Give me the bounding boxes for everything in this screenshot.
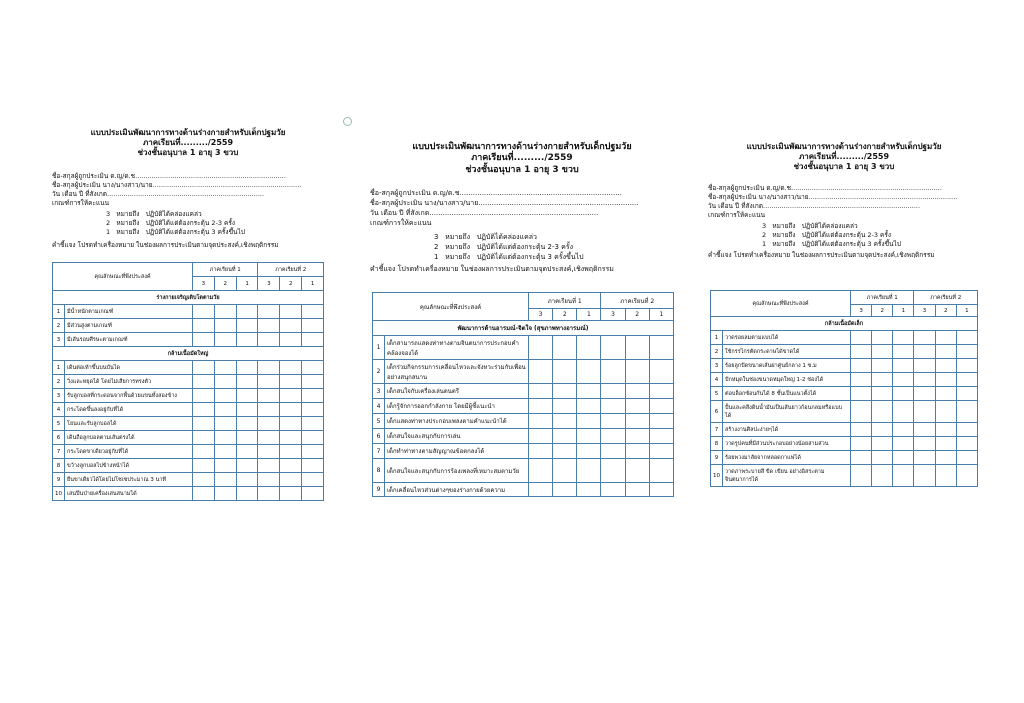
title-line-2: ภาคเรียนที่........./2559 [471, 153, 573, 164]
score-cell[interactable] [258, 431, 280, 445]
score-cell[interactable] [553, 336, 577, 360]
score-cell[interactable] [872, 423, 893, 437]
score-cell[interactable] [914, 437, 935, 451]
score-cell[interactable] [851, 401, 872, 423]
table-row: 2 เด็กร่วมกิจกรรมการเคลื่อนไหวและจังหวะร่วมกับเพื่อนอย่างสนุกสนาน [373, 360, 674, 384]
score-cell[interactable] [935, 345, 956, 359]
score-cell[interactable] [236, 319, 258, 333]
score-cell[interactable] [649, 459, 673, 483]
table-row: 7 เด็กทำท่าทางตามสัญญาณข้อตกลงได้ [373, 444, 674, 459]
criteria-row: 1 หมายถึง ปฏิบัติได้แต่ต้องกระตุ้น 3 ครั้งขึ้นไป [106, 228, 245, 236]
score-cell[interactable] [956, 345, 977, 359]
score-cell[interactable] [872, 345, 893, 359]
score-cell[interactable] [236, 403, 258, 417]
score-header: 2 [625, 309, 649, 321]
score-cell[interactable] [258, 305, 280, 319]
score-cell[interactable] [258, 333, 280, 347]
score-cell[interactable] [601, 414, 625, 429]
score-cell[interactable] [935, 359, 956, 373]
table-row: 1 วาดรอยลมตามแบบได้ [711, 331, 978, 345]
score-cell[interactable] [649, 483, 673, 497]
score-cell[interactable] [193, 431, 215, 445]
score-cell[interactable] [893, 373, 914, 387]
score-cell[interactable] [935, 437, 956, 451]
criteria-row: 3 หมายถึง ปฏิบัติได้คล่องแคล่ว [106, 210, 202, 218]
score-header: 1 [649, 309, 673, 321]
score-cell[interactable] [625, 444, 649, 459]
score-cell[interactable] [258, 487, 280, 501]
score-cell[interactable] [649, 429, 673, 444]
score-cell[interactable] [302, 319, 324, 333]
score-cell[interactable] [893, 423, 914, 437]
score-cell[interactable] [280, 403, 302, 417]
score-cell[interactable] [577, 336, 601, 360]
score-cell[interactable] [302, 473, 324, 487]
table-row: 6 เดินถือลูกบอลตามเส้นตรงได้ [53, 431, 324, 445]
score-cell[interactable] [851, 387, 872, 401]
date-field: วัน เดือน ปี ที่สังเกต............................................................................ [708, 202, 921, 210]
term1-header: ภาคเรียนที่ 1 [193, 263, 258, 277]
score-cell[interactable] [302, 445, 324, 459]
score-cell[interactable] [625, 459, 649, 483]
score-cell[interactable] [625, 483, 649, 497]
score-cell[interactable] [956, 465, 977, 487]
score-cell[interactable] [280, 431, 302, 445]
score-cell[interactable] [851, 345, 872, 359]
score-header: 1 [893, 305, 914, 317]
score-cell[interactable] [236, 431, 258, 445]
score-header: 3 [529, 309, 553, 321]
date-field: วัน เดือน ปี ที่สังเกต............................................................................ [52, 190, 265, 198]
evaluator-name-field: ชื่อ-สกุลผู้ประเมิน นาง/นางสาว/นาย........................................................................ [370, 199, 639, 207]
score-cell[interactable] [956, 401, 977, 423]
score-cell[interactable] [935, 373, 956, 387]
table-row: 3 เด็กสนใจกับเครื่องเล่นดนตรี [373, 384, 674, 399]
student-name-field: ชื่อ-สกุลผู้ถูกประเมิน ด.ญ/ด.ช......................................................................... [708, 184, 942, 192]
score-cell[interactable] [236, 417, 258, 431]
score-cell[interactable] [601, 483, 625, 497]
score-cell[interactable] [601, 459, 625, 483]
student-name-field: ชื่อ-สกุลผู้ถูกประเมิน ด.ญ/ด.ช......................................................................... [52, 172, 286, 180]
score-cell[interactable] [851, 373, 872, 387]
table-row: 8 ขว้างลูกบอลไปข้างหน้าได้ [53, 459, 324, 473]
score-cell[interactable] [258, 375, 280, 389]
score-cell[interactable] [529, 414, 553, 429]
score-cell[interactable] [956, 331, 977, 345]
score-cell[interactable] [935, 401, 956, 423]
table-row: 4 ปักหมุดในช่องขนาดหมุดใหญ่ 1-2 ช่องได้ [711, 373, 978, 387]
score-cell[interactable] [893, 451, 914, 465]
score-cell[interactable] [280, 459, 302, 473]
score-header: 3 [601, 309, 625, 321]
score-cell[interactable] [529, 360, 553, 384]
table-row: 5 โยนและรับลูกบอลได้ [53, 417, 324, 431]
score-cell[interactable] [872, 437, 893, 451]
score-header: 3 [914, 305, 935, 317]
score-cell[interactable] [258, 403, 280, 417]
score-cell[interactable] [914, 387, 935, 401]
score-header: 1 [236, 277, 258, 291]
score-cell[interactable] [236, 375, 258, 389]
score-cell[interactable] [893, 387, 914, 401]
score-cell[interactable] [601, 336, 625, 360]
score-cell[interactable] [193, 487, 215, 501]
score-cell[interactable] [193, 319, 215, 333]
score-cell[interactable] [851, 465, 872, 487]
score-cell[interactable] [649, 384, 673, 399]
col-header: คุณลักษณะที่พึงประสงค์ [53, 263, 193, 291]
score-cell[interactable] [193, 361, 215, 375]
col-header: คุณลักษณะที่พึงประสงค์ [711, 291, 851, 317]
score-cell[interactable] [214, 333, 236, 347]
score-header: 2 [214, 277, 236, 291]
score-cell[interactable] [935, 331, 956, 345]
score-cell[interactable] [956, 387, 977, 401]
score-cell[interactable] [214, 473, 236, 487]
score-cell[interactable] [577, 414, 601, 429]
score-cell[interactable] [280, 487, 302, 501]
title-line-1: แบบประเมินพัฒนาการทางด้านร่างกายสำหรับเด็กปฐมวัย [90, 128, 286, 137]
score-cell[interactable] [193, 389, 215, 403]
score-cell[interactable] [214, 361, 236, 375]
score-cell[interactable] [935, 451, 956, 465]
score-cell[interactable] [956, 373, 977, 387]
score-cell[interactable] [577, 444, 601, 459]
criteria-row: 2 หมายถึง ปฏิบัติได้แต่ต้องกระตุ้น 2-3 ครั้ง [106, 219, 236, 227]
score-cell[interactable] [529, 384, 553, 399]
score-cell[interactable] [193, 445, 215, 459]
term2-header: ภาคเรียนที่ 2 [914, 291, 978, 305]
score-cell[interactable] [258, 473, 280, 487]
col-header: คุณลักษณะที่พึงประสงค์ [373, 293, 529, 321]
score-header: 2 [935, 305, 956, 317]
criteria-row: 3 หมายถึง ปฏิบัติได้คล่องแคล่ว [762, 222, 858, 230]
score-cell[interactable] [872, 331, 893, 345]
date-field: วัน เดือน ปี ที่สังเกต............................................................................ [370, 209, 599, 217]
instruction-text: คำชี้แจง โปรดทำเครื่องหมาย ในช่องผลการประเมินตามจุดประสงค์,เชิงพฤติกรรม [708, 251, 935, 259]
score-header: 1 [302, 277, 324, 291]
table-row: 9 ยืนขาเดียวได้โดยไม่โซเซประมาณ 3 นาที [53, 473, 324, 487]
table-row: 8 เด็กสนใจและสนุกกับการร้องเพลงที่เหมาะสมตามวัย [373, 459, 674, 483]
section-header: พัฒนาการด้านอารมณ์-จิตใจ (สุขภาพทางอารมณ์) [373, 321, 674, 336]
score-cell[interactable] [214, 431, 236, 445]
score-cell[interactable] [214, 375, 236, 389]
score-cell[interactable] [529, 336, 553, 360]
score-cell[interactable] [280, 333, 302, 347]
table-row: 7 กระโดดขาเดียวอยู่กับที่ได้ [53, 445, 324, 459]
score-cell[interactable] [193, 459, 215, 473]
score-cell[interactable] [649, 336, 673, 360]
evaluation-table [52, 262, 324, 501]
score-cell[interactable] [935, 387, 956, 401]
score-cell[interactable] [236, 333, 258, 347]
evaluator-name-field: ชื่อ-สกุลผู้ประเมิน นาง/นางสาว/นาย........................................................................ [708, 193, 958, 201]
score-cell[interactable] [193, 305, 215, 319]
criteria-row: 1 หมายถึง ปฏิบัติได้แต่ต้องกระตุ้น 3 ครั้งขึ้นไป [434, 253, 584, 261]
table-row: 3 ร้อยลูกปัดขนาดเส้นผ่าศูนย์กลาง 1 ซ.ม [711, 359, 978, 373]
score-cell[interactable] [214, 459, 236, 473]
score-cell[interactable] [577, 360, 601, 384]
score-cell[interactable] [302, 459, 324, 473]
score-cell[interactable] [872, 359, 893, 373]
score-cell[interactable] [280, 375, 302, 389]
score-cell[interactable] [553, 384, 577, 399]
score-cell[interactable] [236, 459, 258, 473]
score-cell[interactable] [258, 459, 280, 473]
score-cell[interactable] [553, 444, 577, 459]
score-cell[interactable] [935, 423, 956, 437]
score-cell[interactable] [625, 414, 649, 429]
score-cell[interactable] [214, 319, 236, 333]
score-cell[interactable] [956, 359, 977, 373]
score-cell[interactable] [893, 345, 914, 359]
score-cell[interactable] [280, 305, 302, 319]
score-cell[interactable] [851, 451, 872, 465]
score-cell[interactable] [214, 305, 236, 319]
section-header: กล้ามเนื้อมัดใหญ่ [53, 347, 324, 361]
table-row: 10 วาดภาพระบายสี ขีด เขียน อย่างอิสระตามจินตนาการได้ [711, 465, 978, 487]
score-cell[interactable] [914, 451, 935, 465]
score-cell[interactable] [956, 451, 977, 465]
score-cell[interactable] [914, 465, 935, 487]
score-cell[interactable] [214, 403, 236, 417]
table-row: 1 เด็กสามารถแสดงท่าทางตามจินตนาการประกอบคำคล้องจองได้ [373, 336, 674, 360]
score-cell[interactable] [893, 437, 914, 451]
score-cell[interactable] [914, 331, 935, 345]
term2-header: ภาคเรียนที่ 2 [601, 293, 674, 309]
score-cell[interactable] [872, 451, 893, 465]
score-cell[interactable] [302, 431, 324, 445]
score-cell[interactable] [214, 417, 236, 431]
evaluation-sheet-3 [704, 138, 984, 498]
criteria-header: เกณฑ์การให้คะแนน [708, 211, 766, 219]
term2-header: ภาคเรียนที่ 2 [258, 263, 324, 277]
score-cell[interactable] [914, 423, 935, 437]
score-cell[interactable] [601, 360, 625, 384]
doc-title [366, 142, 678, 176]
score-cell[interactable] [601, 429, 625, 444]
score-cell[interactable] [302, 375, 324, 389]
term1-header: ภาคเรียนที่ 1 [851, 291, 914, 305]
score-cell[interactable] [193, 333, 215, 347]
score-cell[interactable] [893, 401, 914, 423]
score-cell[interactable] [553, 459, 577, 483]
evaluator-name-field: ชื่อ-สกุลผู้ประเมิน นาง/นางสาว/นาย........................................................................ [52, 181, 302, 189]
score-header: 3 [851, 305, 872, 317]
score-header: 1 [577, 309, 601, 321]
table-row: 2 ใช้กรรไกรตัดกระดาษได้ขาดได้ [711, 345, 978, 359]
criteria-row: 2 หมายถึง ปฏิบัติได้แต่ต้องกระตุ้น 2-3 ครั้ง [434, 243, 574, 251]
doc-title [48, 128, 328, 158]
score-cell[interactable] [193, 403, 215, 417]
score-header: 2 [872, 305, 893, 317]
table-row: 2 วิ่งและหยุดได้ โดยไม่เสียการทรงตัว [53, 375, 324, 389]
title-line-1: แบบประเมินพัฒนาการทางด้านร่างกายสำหรับเด็กปฐมวัย [746, 142, 942, 151]
criteria-row: 2 หมายถึง ปฏิบัติได้แต่ต้องกระตุ้น 2-3 ครั้ง [762, 231, 892, 239]
score-cell[interactable] [649, 360, 673, 384]
score-cell[interactable] [893, 465, 914, 487]
table-row: 3 มีเส้นรอบศีรษะตามเกณฑ์ [53, 333, 324, 347]
score-cell[interactable] [280, 319, 302, 333]
score-cell[interactable] [236, 473, 258, 487]
score-cell[interactable] [625, 399, 649, 414]
score-cell[interactable] [214, 445, 236, 459]
title-line-3: ช่วงชั้นอนุบาล 1 อายุ 3 ขวบ [137, 148, 239, 157]
score-cell[interactable] [625, 384, 649, 399]
score-cell[interactable] [577, 399, 601, 414]
score-cell[interactable] [258, 417, 280, 431]
score-cell[interactable] [914, 373, 935, 387]
score-cell[interactable] [529, 429, 553, 444]
score-cell[interactable] [236, 305, 258, 319]
small-circle-mark [343, 117, 352, 126]
score-cell[interactable] [302, 417, 324, 431]
score-cell[interactable] [851, 437, 872, 451]
score-cell[interactable] [956, 437, 977, 451]
score-header: 3 [258, 277, 280, 291]
score-cell[interactable] [625, 336, 649, 360]
score-cell[interactable] [649, 399, 673, 414]
score-cell[interactable] [529, 444, 553, 459]
score-cell[interactable] [851, 359, 872, 373]
score-cell[interactable] [280, 417, 302, 431]
term1-header: ภาคเรียนที่ 1 [529, 293, 601, 309]
table-row: 7 สร้างงานศิลปะง่ายๆได้ [711, 423, 978, 437]
instruction-text: คำชี้แจง โปรดทำเครื่องหมาย ในช่องผลการประเมินตามจุดประสงค์,เชิงพฤติกรรม [370, 265, 614, 273]
title-line-1: แบบประเมินพัฒนาการทางด้านร่างกายสำหรับเด็กปฐมวัย [412, 142, 632, 152]
table-row: 1 เดินต่อเท้าขึ้นบนบันได [53, 361, 324, 375]
score-cell[interactable] [577, 483, 601, 497]
score-cell[interactable] [914, 345, 935, 359]
table-row: 4 กระโดดขึ้นลงอยู่กับที่ได้ [53, 403, 324, 417]
score-header: 1 [956, 305, 977, 317]
score-cell[interactable] [625, 360, 649, 384]
title-line-3: ช่วงชั้นอนุบาล 1 อายุ 3 ขวบ [793, 162, 895, 171]
table-row: 8 วาดรูปคนที่มีส่วนประกอบอย่างน้อยสามส่วน [711, 437, 978, 451]
table-row: 3 รับลูกบอลที่กระดอนจากพื้นด้วยแขนทั้งสองข้าง [53, 389, 324, 403]
title-line-2: ภาคเรียนที่........./2559 [798, 152, 890, 161]
criteria-row: 1 หมายถึง ปฏิบัติได้แต่ต้องกระตุ้น 3 ครั้งขึ้นไป [762, 240, 901, 248]
score-cell[interactable] [302, 333, 324, 347]
score-cell[interactable] [302, 305, 324, 319]
score-cell[interactable] [302, 403, 324, 417]
table-row: 4 เด็กรู้จักการออกกำลังกาย โดยมีผู้ชี้แนะนำ [373, 399, 674, 414]
score-cell[interactable] [302, 361, 324, 375]
score-cell[interactable] [236, 445, 258, 459]
criteria-header: เกณฑ์การให้คะแนน [52, 199, 110, 207]
score-cell[interactable] [214, 389, 236, 403]
score-cell[interactable] [872, 465, 893, 487]
score-cell[interactable] [577, 384, 601, 399]
score-cell[interactable] [236, 361, 258, 375]
score-cell[interactable] [236, 487, 258, 501]
score-cell[interactable] [280, 445, 302, 459]
evaluation-table [372, 292, 674, 497]
score-header: 2 [280, 277, 302, 291]
score-cell[interactable] [956, 423, 977, 437]
score-cell[interactable] [280, 473, 302, 487]
criteria-header: เกณฑ์การให้คะแนน [370, 219, 432, 227]
criteria-row: 3 หมายถึง ปฏิบัติได้คล่องแคล่ว [434, 233, 537, 241]
score-cell[interactable] [193, 375, 215, 389]
score-cell[interactable] [553, 399, 577, 414]
score-header: 2 [553, 309, 577, 321]
table-row: 5 เด็กแสดงท่าทางประกอบเพลงตามคำแนะนำได้ [373, 414, 674, 429]
score-cell[interactable] [601, 444, 625, 459]
evaluation-sheet-2 [366, 136, 678, 508]
score-cell[interactable] [601, 399, 625, 414]
section-header: ร่างกายเจริญเติบโตตามวัย [53, 291, 324, 305]
score-cell[interactable] [258, 361, 280, 375]
score-cell[interactable] [236, 389, 258, 403]
title-line-3: ช่วงชั้นอนุบาล 1 อายุ 3 ขวบ [465, 164, 579, 175]
table-row: 9 เด็กเคลื่อนไหวส่วนต่างๆของร่างกายด้วยความ [373, 483, 674, 497]
score-cell[interactable] [649, 414, 673, 429]
score-cell[interactable] [280, 361, 302, 375]
score-cell[interactable] [193, 417, 215, 431]
score-cell[interactable] [258, 445, 280, 459]
table-row: 5 ต่อบล็อกซ้อนกันได้ 8 ชั้นเป็นแนวตั้งได้ [711, 387, 978, 401]
table-row: 6 ปั้นและคลึงดินน้ำมันเป็นเส้นยาวก้อนกลมหรือแบบได้ [711, 401, 978, 423]
score-cell[interactable] [553, 429, 577, 444]
score-cell[interactable] [577, 429, 601, 444]
score-cell[interactable] [553, 360, 577, 384]
table-row: 6 เด็กสนใจและสนุกกับการเล่น [373, 429, 674, 444]
score-cell[interactable] [577, 459, 601, 483]
student-name-field: ชื่อ-สกุลผู้ถูกประเมิน ด.ญ/ด.ช......................................................................... [370, 189, 622, 197]
title-line-2: ภาคเรียนที่........./2559 [142, 138, 234, 147]
score-cell[interactable] [872, 387, 893, 401]
doc-title [704, 142, 984, 172]
score-cell[interactable] [280, 389, 302, 403]
score-cell[interactable] [529, 459, 553, 483]
score-cell[interactable] [893, 359, 914, 373]
section-header: กล้ามเนื้อมัดเล็ก [711, 317, 978, 331]
score-cell[interactable] [625, 429, 649, 444]
score-cell[interactable] [302, 389, 324, 403]
score-header: 3 [193, 277, 215, 291]
score-cell[interactable] [872, 401, 893, 423]
score-cell[interactable] [258, 389, 280, 403]
score-cell[interactable] [193, 473, 215, 487]
evaluation-sheet-1 [48, 122, 328, 512]
table-row: 10 เล่นปีนป่ายเครื่องเล่นสนามได้ [53, 487, 324, 501]
score-cell[interactable] [302, 487, 324, 501]
table-row: 9 ร้อยพวงมาลัยจากหลอดกาแฟได้ [711, 451, 978, 465]
evaluation-table [710, 290, 978, 487]
score-cell[interactable] [258, 319, 280, 333]
score-cell[interactable] [851, 331, 872, 345]
table-row: 1 มีน้ำหนักตามเกณฑ์ [53, 305, 324, 319]
score-cell[interactable] [553, 483, 577, 497]
score-cell[interactable] [529, 399, 553, 414]
score-cell[interactable] [914, 401, 935, 423]
score-cell[interactable] [935, 465, 956, 487]
score-cell[interactable] [214, 487, 236, 501]
score-cell[interactable] [893, 331, 914, 345]
score-cell[interactable] [529, 483, 553, 497]
score-cell[interactable] [601, 384, 625, 399]
instruction-text: คำชี้แจง โปรดทำเครื่องหมาย ในช่องผลการประเมินตามจุดประสงค์,เชิงพฤติกรรม [52, 241, 279, 249]
score-cell[interactable] [872, 373, 893, 387]
score-cell[interactable] [553, 414, 577, 429]
score-cell[interactable] [914, 359, 935, 373]
table-row: 2 มีส่วนสูงตามเกณฑ์ [53, 319, 324, 333]
score-cell[interactable] [649, 444, 673, 459]
score-cell[interactable] [851, 423, 872, 437]
